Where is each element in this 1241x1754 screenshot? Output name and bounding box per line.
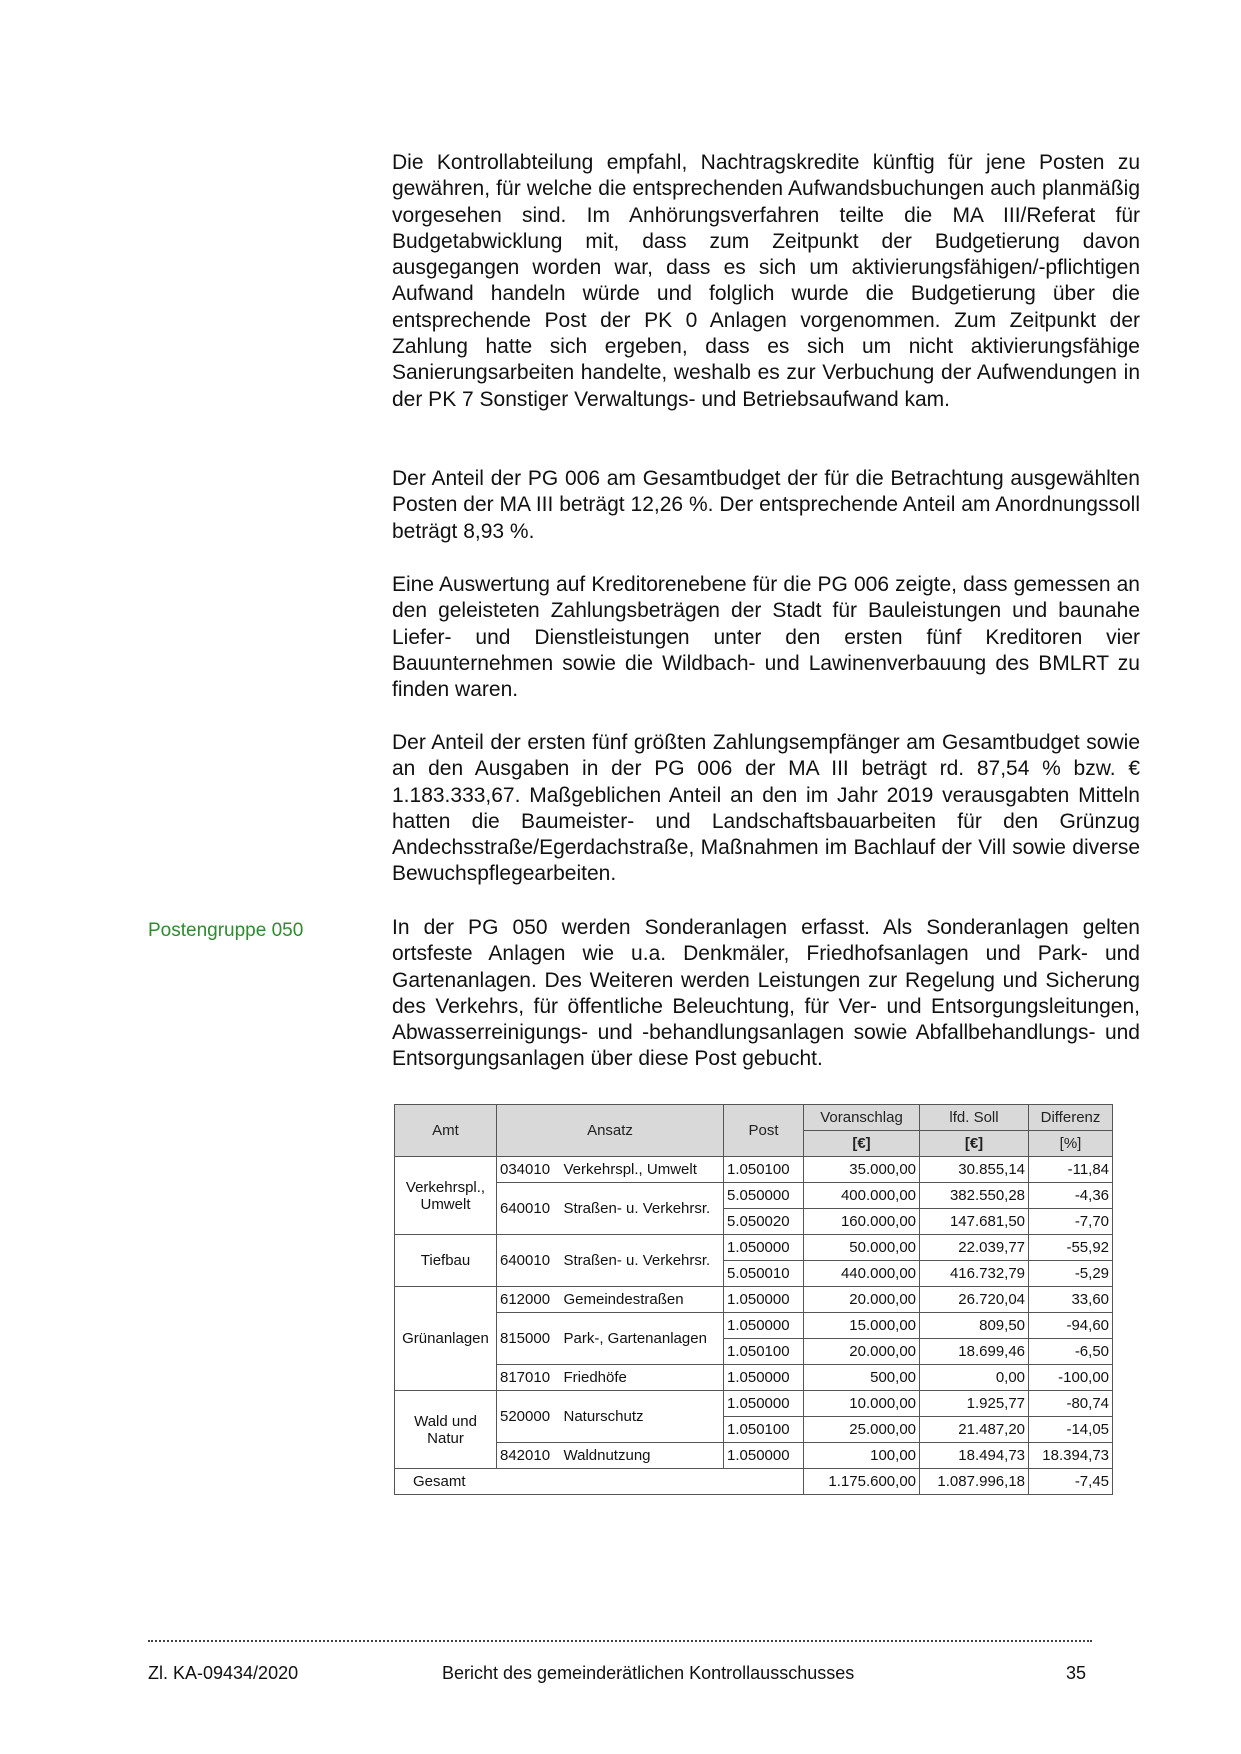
voranschlag-cell: 400.000,00: [804, 1183, 920, 1209]
post-cell: 1.050000: [724, 1235, 804, 1261]
paragraph-nachtragskredite: Die Kontrollabteilung empfahl, Nachtragskredite künftig für jene Posten zu gewähren, für welche die entsprechenden Aufwandsbuchungen auch planmäßig vorgesehen sind. Im Anhörungsverfahren teilte die MA III/Referat für Budgetabwicklung mit, dass zum Zeitpunkt der Budgetierung davon ausgegangen worden war, dass es sich um aktivierungsfähigen/-pflichtigen Aufwand handeln würde und folglich wurde die Budgetierung über die entsprechende Post der PK 0 Anlagen vorgenommen. Zum Zeitpunkt der Zahlung hatte sich ergeben, dass es sich um nicht aktivierungsfähige Sanierungsarbeiten handelte, weshalb es zur Verbuchung der Aufwendungen in der PK 7 Sonstiger Verwaltungs- und Betriebsaufwand kam.: [392, 151, 1140, 411]
page-number: 35: [1066, 1663, 1087, 1683]
footer-divider: [148, 1640, 1092, 1642]
ansatz-code: 640010: [497, 1235, 561, 1287]
diff-cell: -6,50: [1029, 1339, 1113, 1365]
amt-cell: Verkehrspl., Umwelt: [395, 1157, 497, 1235]
voranschlag-cell: 20.000,00: [804, 1339, 920, 1365]
total-label: Gesamt: [395, 1469, 804, 1495]
post-cell: 1.050000: [724, 1391, 804, 1417]
soll-cell: 0,00: [920, 1365, 1029, 1391]
paragraph-anteil-pg006: Der Anteil der PG 006 am Gesamtbudget der für die Betrachtung ausgewählten Posten der MA III beträgt 12,26 %. Der entsprechende Anteil am Anordnungssoll beträgt 8,93 %.: [392, 467, 1140, 543]
ansatz-name: Park-, Gartenanlagen: [561, 1313, 724, 1365]
diff-cell: -14,05: [1029, 1417, 1113, 1443]
post-cell: 1.050000: [724, 1443, 804, 1469]
soll-cell: 21.487,20: [920, 1417, 1029, 1443]
footer-reference: Zl. KA-09434/2020: [148, 1663, 299, 1683]
post-cell: 1.050100: [724, 1339, 804, 1365]
total-diff: -7,45: [1029, 1469, 1113, 1495]
soll-cell: 1.925,77: [920, 1391, 1029, 1417]
paragraph-zahlungsempfaenger: Der Anteil der ersten fünf größten Zahlungsempfänger am Gesamtbudget sowie an den Ausgaben in der PG 006 der MA III beträgt rd. 87,54 % bzw. € 1.183.333,67. Maßgeblichen Anteil an den im Jahr 2019 verausgabten Mitteln hatten die Baumeister- und Landschaftsbauarbeiten für den Grünzug Andechsstraße/Egerdachstraße, Maßnahmen im Bachlauf der Vill sowie diverse Bewuchspflegearbeiten.: [392, 731, 1140, 886]
diff-cell: 18.394,73: [1029, 1443, 1113, 1469]
margin-note-postengruppe: Postengruppe 050: [148, 920, 304, 941]
ansatz-name: Friedhöfe: [561, 1365, 724, 1391]
soll-cell: 416.732,79: [920, 1261, 1029, 1287]
ansatz-code: 815000: [497, 1313, 561, 1365]
ansatz-name: Gemeindestraßen: [561, 1287, 724, 1313]
diff-cell: -4,36: [1029, 1183, 1113, 1209]
amt-cell: Grünanlagen: [395, 1287, 497, 1391]
total-soll: 1.087.996,18: [920, 1469, 1029, 1495]
voranschlag-cell: 10.000,00: [804, 1391, 920, 1417]
voranschlag-cell: 100,00: [804, 1443, 920, 1469]
table-row: [395, 1443, 1113, 1469]
ansatz-name: Verkehrspl., Umwelt: [561, 1157, 724, 1183]
post-cell: 1.050100: [724, 1417, 804, 1443]
diff-cell: -11,84: [1029, 1157, 1113, 1183]
diff-cell: -55,92: [1029, 1235, 1113, 1261]
amt-cell: Wald und Natur: [395, 1391, 497, 1469]
ansatz-name: Naturschutz: [561, 1391, 724, 1443]
unit-differenz: [%]: [1029, 1131, 1113, 1157]
post-cell: 1.050000: [724, 1287, 804, 1313]
table-row: [395, 1287, 1113, 1313]
diff-cell: -80,74: [1029, 1391, 1113, 1417]
diff-cell: -94,60: [1029, 1313, 1113, 1339]
voranschlag-cell: 160.000,00: [804, 1209, 920, 1235]
header-post: Post: [724, 1105, 804, 1157]
paragraph-kreditorenebene: Eine Auswertung auf Kreditorenebene für die PG 006 zeigte, dass gemessen an den geleisteten Zahlungsbeträgen der Stadt für Bauleistungen und baunahe Liefer- und Dienstleistungen unter den ersten fünf Kreditoren vier Bauunternehmen sowie die Wildbach- und Lawinenverbauung des BMLRT zu finden waren.: [392, 573, 1140, 702]
header-lfd-soll: lfd. Soll: [920, 1105, 1029, 1131]
table-row: [395, 1391, 1113, 1417]
diff-cell: -100,00: [1029, 1365, 1113, 1391]
voranschlag-cell: 25.000,00: [804, 1417, 920, 1443]
ansatz-name: Straßen- u. Verkehrsr.: [561, 1183, 724, 1235]
unit-voranschlag: [€]: [804, 1131, 920, 1157]
voranschlag-cell: 35.000,00: [804, 1157, 920, 1183]
post-cell: 1.050000: [724, 1365, 804, 1391]
post-cell: 1.050000: [724, 1313, 804, 1339]
voranschlag-cell: 500,00: [804, 1365, 920, 1391]
amt-cell: Tiefbau: [395, 1235, 497, 1287]
soll-cell: 382.550,28: [920, 1183, 1029, 1209]
post-cell: 5.050000: [724, 1183, 804, 1209]
soll-cell: 809,50: [920, 1313, 1029, 1339]
soll-cell: 26.720,04: [920, 1287, 1029, 1313]
ansatz-name: Waldnutzung: [561, 1443, 724, 1469]
soll-cell: 22.039,77: [920, 1235, 1029, 1261]
ansatz-code: 034010: [497, 1157, 561, 1183]
table-row: [395, 1235, 1113, 1261]
voranschlag-cell: 50.000,00: [804, 1235, 920, 1261]
ansatz-code: 817010: [497, 1365, 561, 1391]
diff-cell: -5,29: [1029, 1261, 1113, 1287]
header-ansatz: Ansatz: [497, 1105, 724, 1157]
table-row: [395, 1313, 1113, 1339]
header-amt: Amt: [395, 1105, 497, 1157]
table-row: [395, 1365, 1113, 1391]
ansatz-code: 842010: [497, 1443, 561, 1469]
post-cell: 5.050010: [724, 1261, 804, 1287]
total-voranschlag: 1.175.600,00: [804, 1469, 920, 1495]
soll-cell: 18.494,73: [920, 1443, 1029, 1469]
total-row: [395, 1469, 1113, 1495]
footer-title: Bericht des gemeinderätlichen Kontrollausschusses: [442, 1663, 855, 1683]
budget-table: [394, 1104, 1113, 1495]
paragraph-pg050: In der PG 050 werden Sonderanlagen erfasst. Als Sonderanlagen gelten ortsfeste Anlagen wie u.a. Denkmäler, Friedhofsanlagen und Park- und Gartenanlagen. Des Weiteren werden Leistungen zur Regelung und Sicherung des Verkehrs, für öffentliche Beleuchtung, für Ver- und Entsorgungsleitungen, Abwasserreinigungs- und -behandlungsanlagen sowie Abfallbehandlungs- und Entsorgungsanlagen über diese Post gebucht.: [392, 916, 1140, 1071]
table-row: [395, 1157, 1113, 1183]
ansatz-code: 640010: [497, 1183, 561, 1235]
voranschlag-cell: 15.000,00: [804, 1313, 920, 1339]
post-cell: 1.050100: [724, 1157, 804, 1183]
diff-cell: 33,60: [1029, 1287, 1113, 1313]
table-row: [395, 1183, 1113, 1209]
unit-lfd-soll: [€]: [920, 1131, 1029, 1157]
ansatz-code: 520000: [497, 1391, 561, 1443]
diff-cell: -7,70: [1029, 1209, 1113, 1235]
soll-cell: 147.681,50: [920, 1209, 1029, 1235]
post-cell: 5.050020: [724, 1209, 804, 1235]
header-differenz: Differenz: [1029, 1105, 1113, 1131]
ansatz-code: 612000: [497, 1287, 561, 1313]
voranschlag-cell: 440.000,00: [804, 1261, 920, 1287]
soll-cell: 30.855,14: [920, 1157, 1029, 1183]
soll-cell: 18.699,46: [920, 1339, 1029, 1365]
voranschlag-cell: 20.000,00: [804, 1287, 920, 1313]
ansatz-name: Straßen- u. Verkehrsr.: [561, 1235, 724, 1287]
header-voranschlag: Voranschlag: [804, 1105, 920, 1131]
